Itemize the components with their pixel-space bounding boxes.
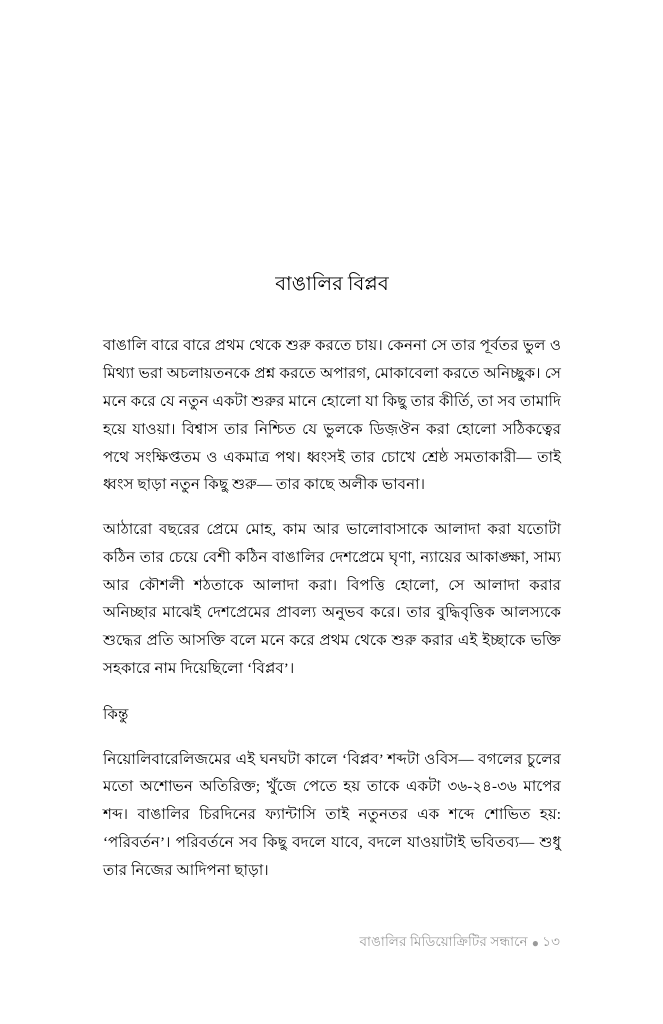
footer-book-title: বাঙালির মিডিয়োক্রিটির সন্ধানে <box>359 934 528 949</box>
page-content <box>103 272 561 885</box>
body-paragraph-4: নিয়োলিবারেলিজমের এই ঘনঘটা কালে ‘বিপ্লব’ শব্দটা ওবিস— বগলের চুলের মতো অশোভন অতিরিক্ত; খুঁজে পেতে হয় তাকে একটা ৩৬-২৪-৩৬ মাপের শব্দ। বাঙালির চিরদিনের ফ্যান্টাসি তাই নতুনতর এক শব্দে শোভিত হয়: ‘পরিবর্তন’। পরিবর্তনে সব কিছু বদলে যাবে, বদলে যাওয়াটাই ভবিতব্য— শুধু তার নিজের আদিপনা ছাড়া। <box>103 750 561 879</box>
chapter-title: বাঙালির বিপ্লব <box>275 274 389 295</box>
footer-page-number: ১৩ <box>542 934 560 949</box>
footer-separator-dot-icon: ● <box>531 935 540 950</box>
body-paragraph-1: বাঙালি বারে বারে প্রথম থেকে শুরু করতে চায়। কেননা সে তার পূর্বতর ভুল ও মিথ্যা ভরা অচলায়তনকে প্রশ্ন করতে অপারগ, মোকাবেলা করতে অনিচ্ছুক। সে মনে করে যে নতুন একটা শুরুর মানে হোলো যা কিছু তার কীর্তি, তা সব তামাদি হয়ে যাওয়া। বিশ্বাস তার নিশ্চিত যে ভুলকে ডিজ়ঔন করা হোলো সঠিকত্বের পথে সংক্ষিপ্ততম ও একমাত্র পথ। ধ্বংসই তার চোখে শ্রেষ্ঠ সমতাকারী— তাই ধ্বংস ছাড়া নতুন কিছু শুরু— তার কাছে অলীক ভাবনা। <box>103 337 561 494</box>
page-footer <box>103 933 560 952</box>
body-paragraph-2: আঠারো বছরের প্রেমে মোহ, কাম আর ভালোবাসাকে আলাদা করা যতোটা কঠিন তার চেয়ে বেশী কঠিন বাঙালির দেশপ্রেমে ঘৃণা, ন্যায়ের আকাঙ্ক্ষা, সাম্য আর কৌশলী শঠতাকে আলাদা করা। বিপত্তি হোলো, সে আলাদা করার অনিচ্ছার মাঝেই দেশপ্রেমের প্রাবল্য অনুভব করে। তার বুদ্ধিবৃত্তিক আলস্যকে শুদ্ধের প্রতি আসক্তি বলে মনে করে প্রথম থেকে শুরু করার এই ইচ্ছাকে ভক্তি সহকারে নাম দিয়েছিলো ‘বিপ্লব’। <box>103 521 561 678</box>
body-paragraph-3-kintu: কিন্তু <box>103 705 129 723</box>
